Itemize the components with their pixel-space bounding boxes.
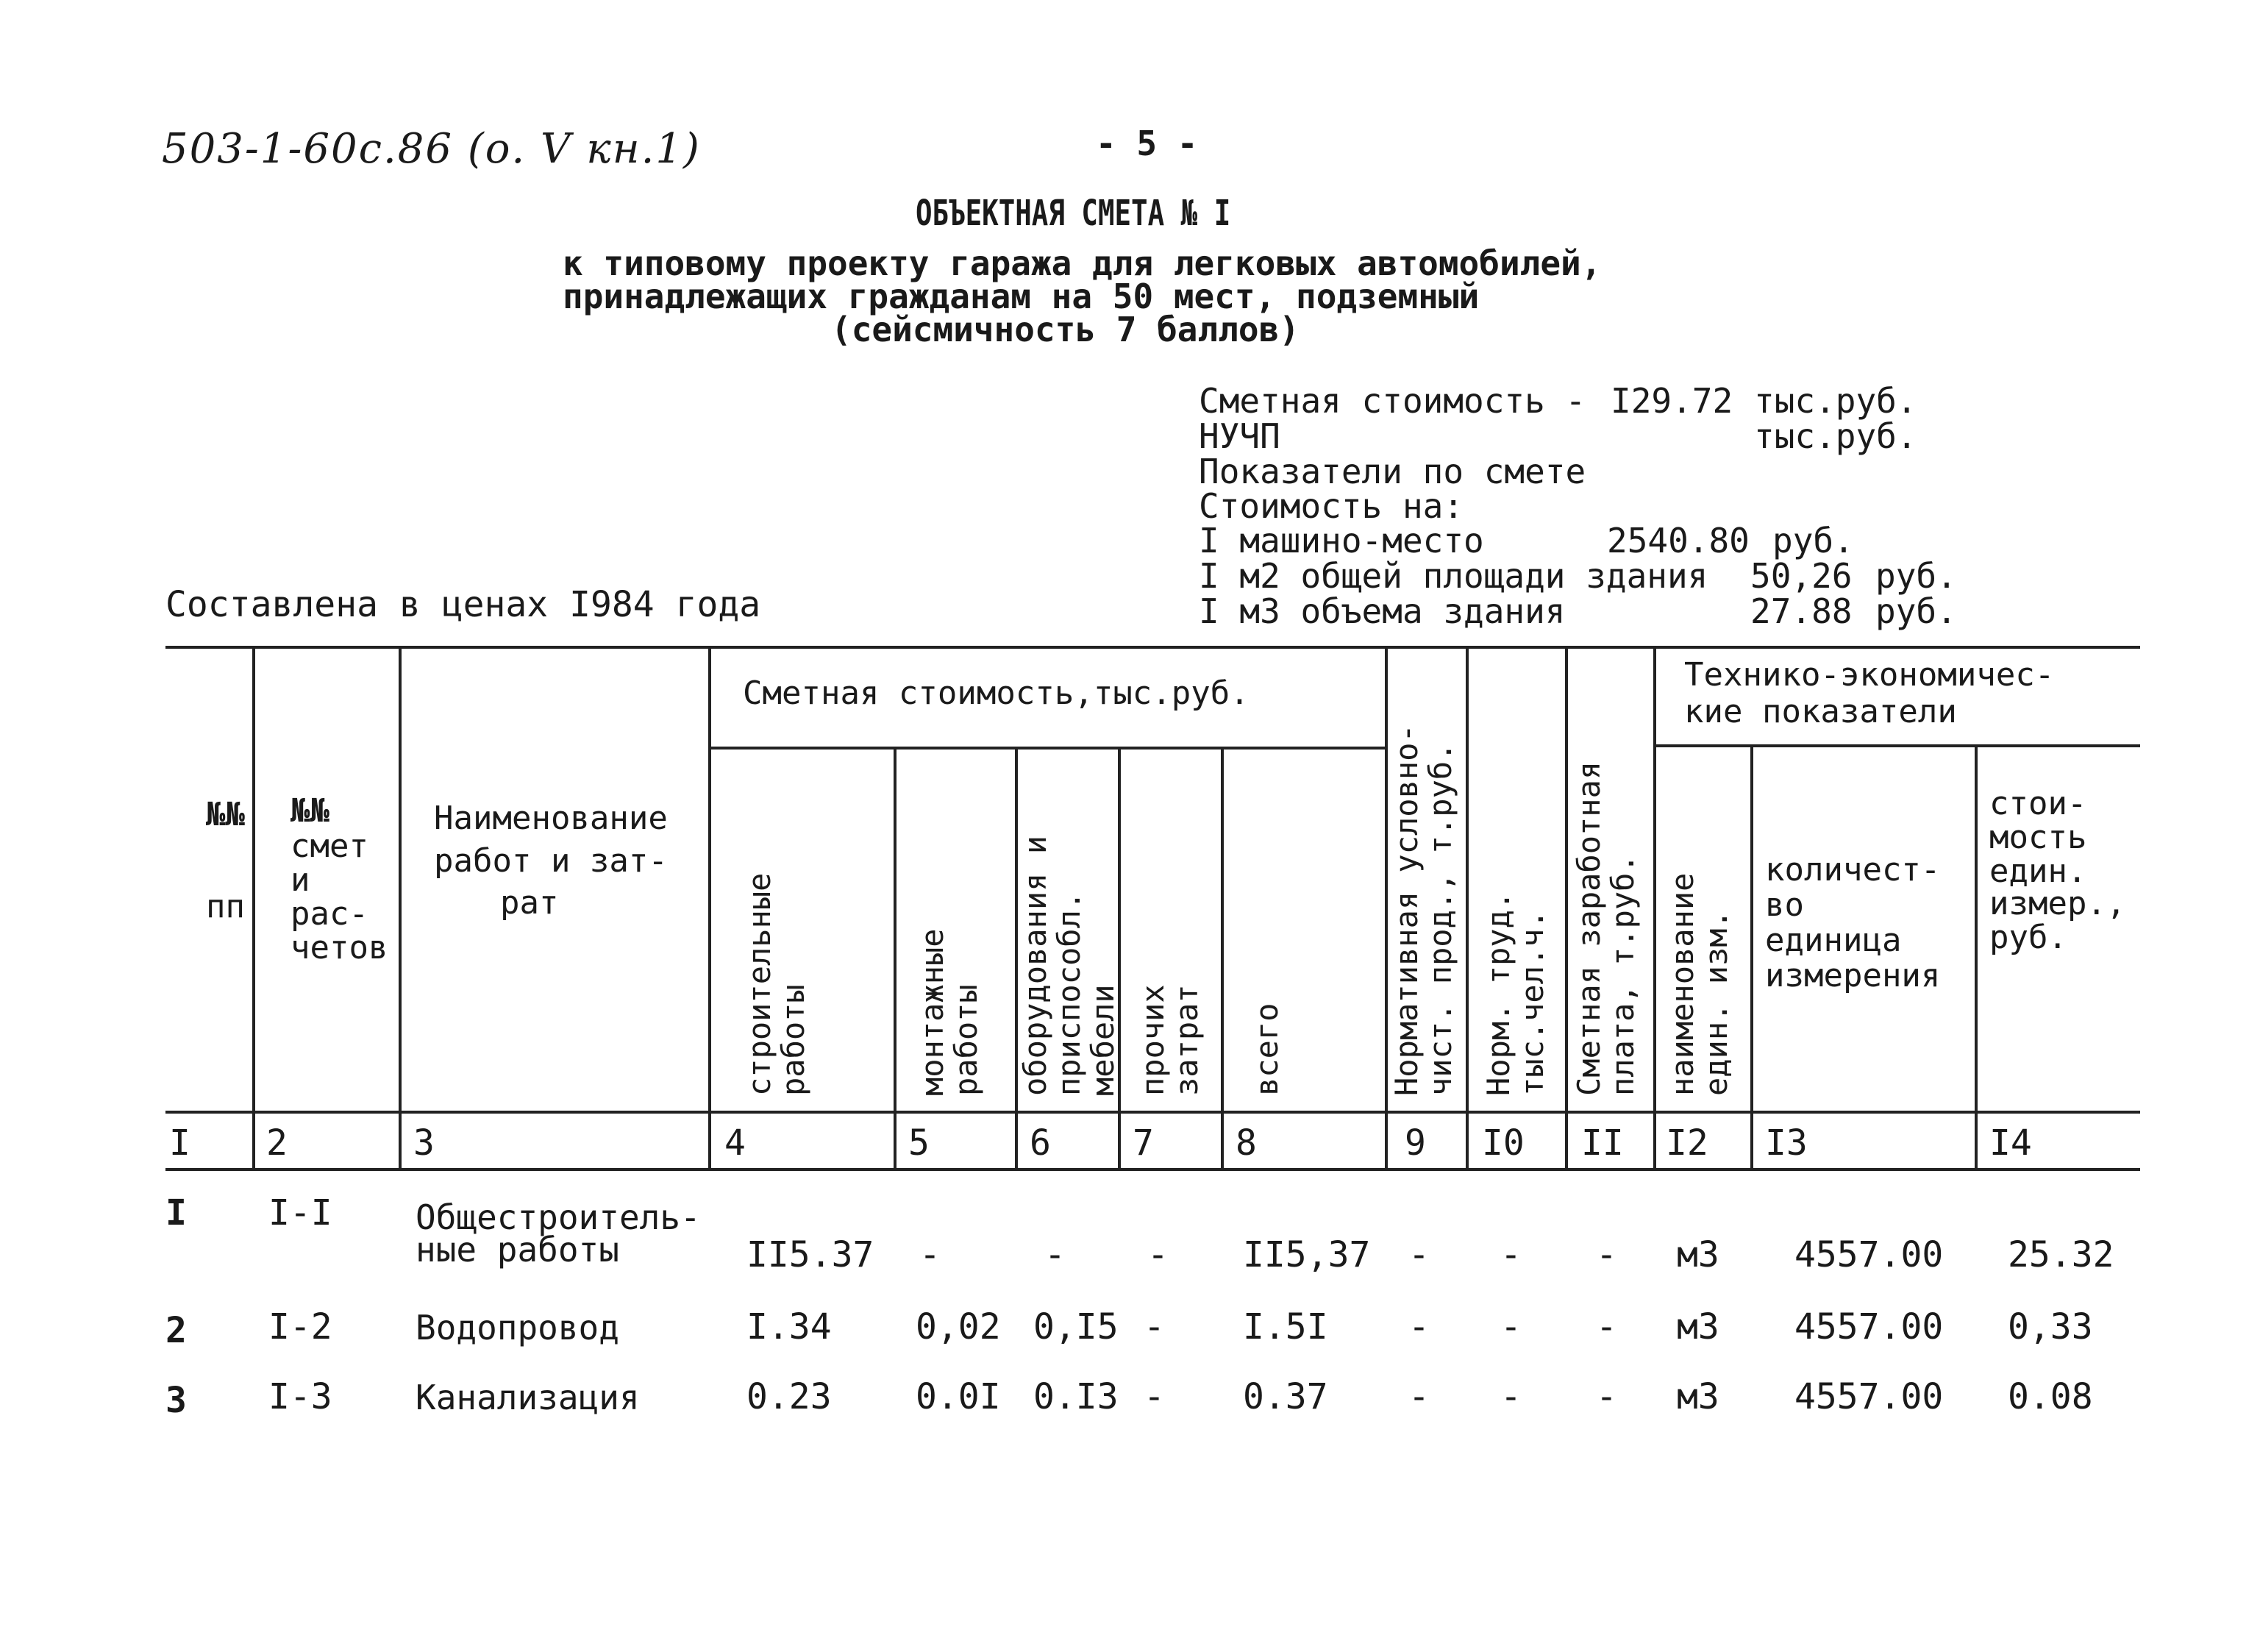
header-col14-line2: мость bbox=[1989, 819, 2087, 856]
header-col2-line4: рас- bbox=[290, 895, 368, 933]
nuchp-unit: тыс.руб. bbox=[1754, 416, 1917, 456]
indicators-label: Показатели по смете bbox=[1199, 452, 1586, 491]
header-col9: Нормативная условно- чист. прод., т.руб. bbox=[1389, 724, 1458, 1096]
row-no: 3 bbox=[165, 1380, 187, 1421]
tech-group-rule bbox=[1655, 744, 2140, 747]
header-col2-line3: и bbox=[290, 861, 310, 899]
row-installation: 0,02 bbox=[916, 1306, 1001, 1347]
prices-note: Составлена в ценах I984 года bbox=[165, 584, 761, 625]
row-nuchp: - bbox=[1408, 1306, 1430, 1347]
header-col13-line2: во bbox=[1765, 886, 1804, 924]
header-col2-line1: №№ bbox=[290, 792, 329, 830]
row-total: II5,37 bbox=[1243, 1234, 1371, 1275]
cost-unit: тыс.руб. bbox=[1754, 381, 1917, 421]
cost-group-rule bbox=[710, 747, 1386, 750]
column-number: 6 bbox=[1030, 1122, 1051, 1164]
header-col8: всего bbox=[1249, 1003, 1285, 1096]
header-col5: монтажные работы bbox=[914, 928, 984, 1096]
row-other: - bbox=[1144, 1306, 1165, 1347]
header-col1-line2: пп bbox=[206, 888, 245, 925]
column-number: I2 bbox=[1666, 1122, 1708, 1164]
row-ref: I-3 bbox=[268, 1376, 332, 1417]
per-m2-value: 50,26 bbox=[1750, 556, 1853, 596]
document-title: ОБЪЕКТНАЯ СМЕТА № I bbox=[916, 193, 1231, 234]
header-col12: наименование един. изм. bbox=[1664, 872, 1734, 1096]
table-top-rule bbox=[165, 646, 2140, 649]
row-unit: м3 bbox=[1677, 1234, 1719, 1275]
row-other: - bbox=[1147, 1234, 1169, 1275]
column-number: I4 bbox=[1989, 1122, 2032, 1164]
row-unit-cost: 0.08 bbox=[2008, 1376, 2093, 1417]
col-divider-11 bbox=[1653, 646, 1656, 1169]
subtitle-line-2: принадлежащих гражданам на 50 мест, подземный bbox=[563, 277, 1480, 316]
header-col1-line1: №№ bbox=[206, 796, 245, 833]
column-number-rule bbox=[165, 1168, 2140, 1171]
header-col3-line1: Наименование bbox=[434, 800, 668, 837]
per-place-value: 2540.80 bbox=[1607, 521, 1750, 560]
header-col2-line5: четов bbox=[290, 929, 388, 966]
row-equipment: - bbox=[1044, 1234, 1066, 1275]
per-m2-unit: руб. bbox=[1875, 556, 1957, 596]
row-no: I bbox=[165, 1192, 187, 1233]
col-divider-2 bbox=[399, 646, 402, 1169]
row-construction: I.34 bbox=[746, 1306, 832, 1347]
row-quantity: 4557.00 bbox=[1794, 1376, 1944, 1417]
col-divider-12 bbox=[1750, 744, 1753, 1169]
col-divider-9 bbox=[1466, 646, 1469, 1169]
row-ref: I-I bbox=[268, 1192, 332, 1233]
nuchp-label: НУЧП bbox=[1199, 416, 1280, 456]
per-m3-unit: руб. bbox=[1875, 591, 1957, 631]
per-m3-label: I м3 объема здания bbox=[1199, 591, 1566, 631]
col-divider-4 bbox=[894, 747, 896, 1169]
column-number: 9 bbox=[1405, 1122, 1426, 1164]
row-labor: - bbox=[1500, 1234, 1522, 1275]
col-divider-1 bbox=[252, 646, 255, 1169]
handwritten-reference: 503-1-60с.86 (о. V кн.1) bbox=[162, 125, 701, 173]
header-tech-group-line2: кие показатели bbox=[1684, 693, 1957, 730]
header-col13-line3: единица bbox=[1765, 922, 1902, 959]
column-number: I3 bbox=[1765, 1122, 1808, 1164]
column-number: 2 bbox=[266, 1122, 288, 1164]
column-number: 7 bbox=[1133, 1122, 1154, 1164]
header-col3-line3: рат bbox=[500, 884, 559, 922]
header-col7: прочих затрат bbox=[1135, 984, 1205, 1096]
header-bottom-rule bbox=[165, 1111, 2140, 1114]
row-unit: м3 bbox=[1677, 1306, 1719, 1347]
row-total: 0.37 bbox=[1243, 1376, 1328, 1417]
row-labor: - bbox=[1500, 1306, 1522, 1347]
header-cost-group: Сметная стоимость,тыс.руб. bbox=[743, 674, 1250, 712]
row-unit: м3 bbox=[1677, 1376, 1719, 1417]
page-number: - 5 - bbox=[1096, 124, 1198, 163]
col-divider-8 bbox=[1385, 646, 1388, 1169]
subtitle-line-1: к типовому проекту гаража для легковых автомобилей, bbox=[563, 243, 1602, 283]
per-m3-value: 27.88 bbox=[1750, 591, 1853, 631]
cost-per-label: Стоимость на: bbox=[1199, 486, 1464, 526]
row-installation: 0.0I bbox=[916, 1376, 1001, 1417]
cost-label: Сметная стоимость - bbox=[1199, 381, 1586, 421]
row-unit-cost: 0,33 bbox=[2008, 1306, 2093, 1347]
row-wages: - bbox=[1596, 1234, 1617, 1275]
header-col13-line1: количест- bbox=[1765, 851, 1941, 889]
row-name-line2: ные работы bbox=[416, 1230, 619, 1270]
header-col14-line3: един. bbox=[1989, 852, 2087, 890]
row-ref: I-2 bbox=[268, 1306, 332, 1347]
row-name-line1: Канализация bbox=[416, 1378, 640, 1417]
col-divider-7 bbox=[1221, 747, 1224, 1169]
header-col6: оборудования и приспособл. мебели bbox=[1017, 835, 1121, 1096]
col-divider-3 bbox=[708, 646, 711, 1169]
row-nuchp: - bbox=[1408, 1234, 1430, 1275]
per-place-unit: руб. bbox=[1772, 521, 1854, 560]
column-number: 3 bbox=[413, 1122, 435, 1164]
row-quantity: 4557.00 bbox=[1794, 1306, 1944, 1347]
row-wages: - bbox=[1596, 1376, 1617, 1417]
col-divider-10 bbox=[1565, 646, 1568, 1169]
header-tech-group-line1: Технико-экономичес- bbox=[1684, 656, 2055, 694]
header-col4: строительные работы bbox=[741, 872, 811, 1096]
row-construction: 0.23 bbox=[746, 1376, 832, 1417]
column-number: 4 bbox=[724, 1122, 746, 1164]
row-equipment: 0,I5 bbox=[1033, 1306, 1119, 1347]
header-col14-line4: измер., bbox=[1989, 885, 2126, 922]
row-nuchp: - bbox=[1408, 1376, 1430, 1417]
row-wages: - bbox=[1596, 1306, 1617, 1347]
row-labor: - bbox=[1500, 1376, 1522, 1417]
cost-value: I29.72 bbox=[1611, 381, 1733, 421]
column-number: I0 bbox=[1482, 1122, 1525, 1164]
row-no: 2 bbox=[165, 1310, 187, 1351]
per-place-label: I машино-место bbox=[1199, 521, 1484, 560]
col-divider-13 bbox=[1975, 744, 1978, 1169]
row-unit-cost: 25.32 bbox=[2008, 1234, 2114, 1275]
header-col2-line2: смет bbox=[290, 827, 368, 865]
header-col3-line2: работ и зат- bbox=[434, 842, 668, 880]
header-col11: Сметная заработная плата, т.руб. bbox=[1571, 761, 1641, 1096]
row-name-line1: Общестроитель- bbox=[416, 1197, 701, 1237]
header-col14-line1: стои- bbox=[1989, 785, 2087, 822]
row-construction: II5.37 bbox=[746, 1234, 874, 1275]
subtitle-line-3: (сейсмичность 7 баллов) bbox=[831, 310, 1300, 349]
row-quantity: 4557.00 bbox=[1794, 1234, 1944, 1275]
column-number: II bbox=[1581, 1122, 1624, 1164]
column-number: I bbox=[169, 1122, 190, 1164]
header-col10: Норм. труд. тыс.чел.ч. bbox=[1480, 891, 1550, 1096]
row-other: - bbox=[1144, 1376, 1165, 1417]
row-equipment: 0.I3 bbox=[1033, 1376, 1119, 1417]
header-col13-line4: измерения bbox=[1765, 957, 1941, 994]
column-number: 5 bbox=[908, 1122, 930, 1164]
row-installation: - bbox=[919, 1234, 941, 1275]
row-name-line1: Водопровод bbox=[416, 1308, 619, 1347]
header-col14-line5: руб. bbox=[1989, 919, 2067, 956]
row-total: I.5I bbox=[1243, 1306, 1328, 1347]
per-m2-label: I м2 общей площади здания bbox=[1199, 556, 1708, 596]
column-number: 8 bbox=[1236, 1122, 1257, 1164]
